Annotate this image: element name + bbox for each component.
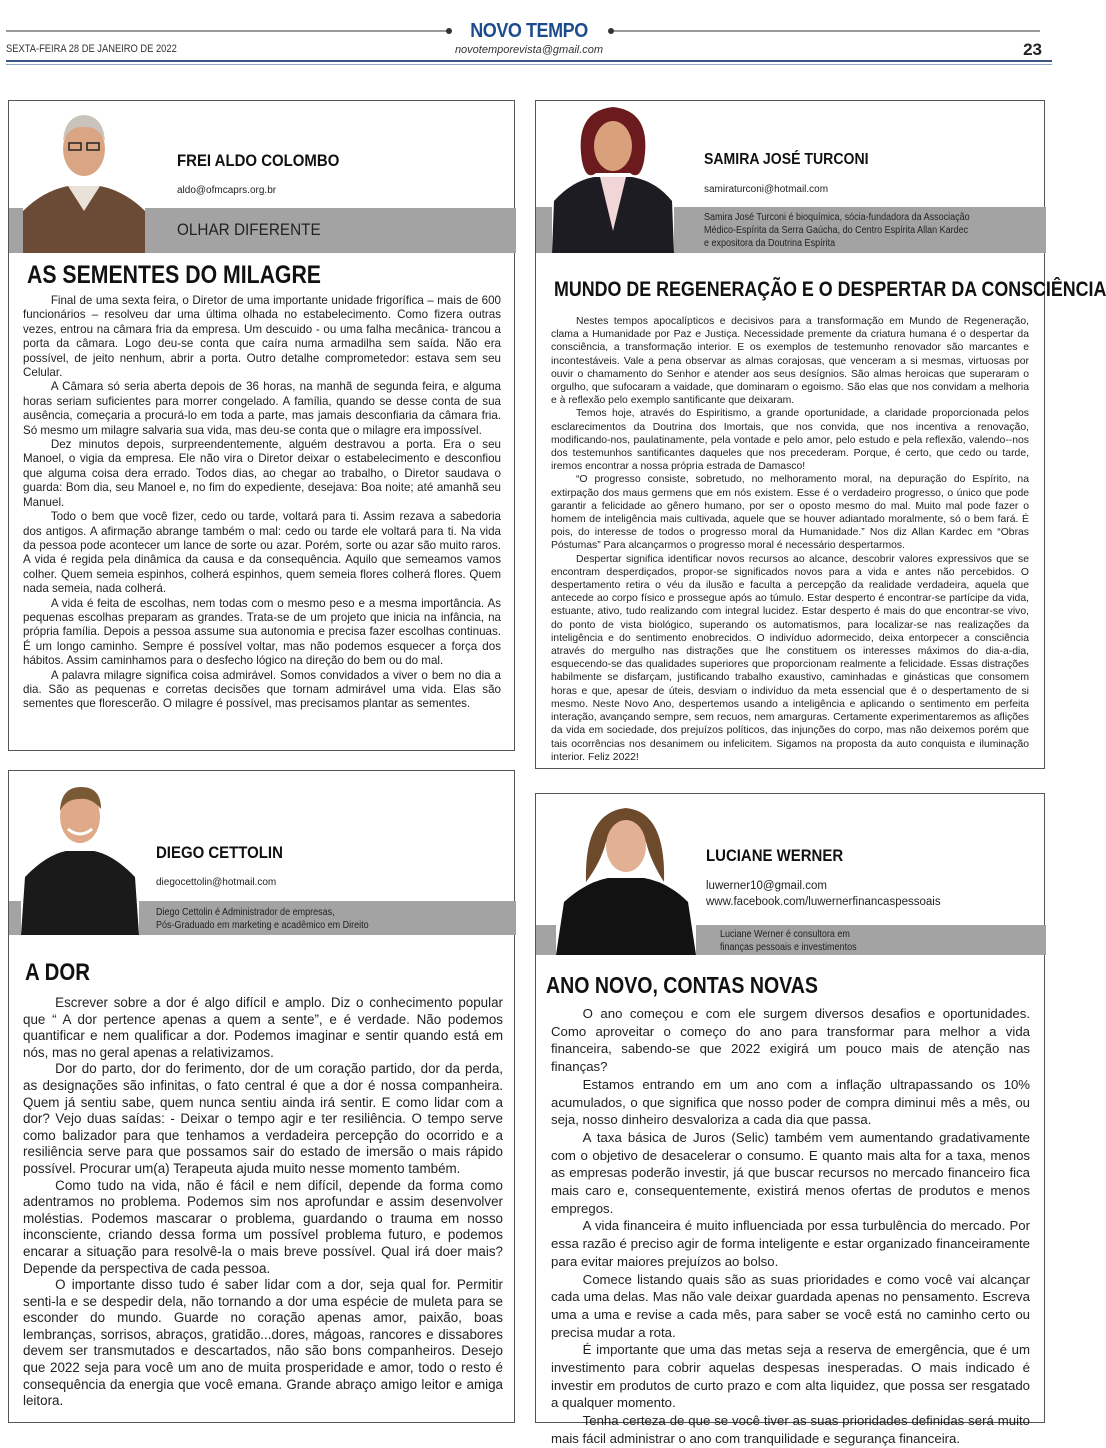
paragraph: Tenha certeza de que se você tiver as suas prioridades definidas será muito mais fácil administrar o ano com tranquilidade e segurança financeira.: [551, 1413, 1030, 1446]
author-email[interactable]: diegocettolin@hotmail.com: [156, 877, 277, 888]
author-name: FREI ALDO COLOMBO: [177, 151, 340, 170]
publication-email: novotemporevista@gmail.com: [454, 44, 604, 56]
bio-line: Luciane Werner é consultora em: [720, 929, 850, 940]
paragraph: A vida financeira é muito influenciada por essa turbulência do mercado. Por essa razão é preciso agir de forma inteligente e estar organizado financeiramente para evitar maiores prejuízos ao bolso.: [551, 1218, 1030, 1269]
author-photo: [552, 101, 674, 253]
header-divider: [6, 64, 1052, 65]
article-luciane: [535, 793, 1045, 1446]
author-photo: [23, 101, 145, 253]
author-name: SAMIRA JOSÉ TURCONI: [704, 151, 869, 168]
masthead: NOVO TEMPO: [470, 20, 588, 42]
author-email[interactable]: samiraturconi@hotmail.com: [704, 184, 829, 195]
paragraph: Nestes tempos apocalípticos e decisivos para a transformação em Mundo de Regeneração, clama a Humanidade por Paz e Justiça. Necessidade premente da criatura humana é o despertar da consciência, a transformação interior. E os exemplos de testemunho renovador são marcantes e incontestáveis. Vale a pena observar as almas corajosas, que venceram a si mesmas, virtuosas por ouvir o chamamento do Senhor e atender aos seus desígnios. São almas heroicas que superaram o orgulho, que sufocaram a vaidade, que dominaram o egoismo. São elas que nos convidam a melhoria e à reflexão pelo exemplo santificante que deixaram.: [551, 316, 1029, 407]
article-title: ANO NOVO, CONTAS NOVAS: [546, 972, 818, 998]
bio-line: finanças pessoais e investimentos: [720, 941, 857, 953]
paragraph: A palavra milagre significa coisa admirável. Somos convidados a viver o bem no dia a dia. São as pequenas e corretas decisões que tornam admirável uma vida. Elas são sementes que florescerão. O milagre é possível, mas precisamos plantar as sementes.: [23, 668, 501, 711]
paragraph: Final de uma sexta feira, o Diretor de uma importante unidade frigorífica – mais de 600 funcionários – resolveu dar uma última olhada no estabelecimento. Como fizera outras vezes, entrou na câmara fria da empresa. Um descuido - ou uma falha mecânica- trancou a porta da câmara. Logo deu-se conta que caíra numa armadilha sem saída. Não era possível, de jeito nenhum, abrir a porta. Outro detalhe comprometedor: estava sem seu Celular.: [23, 294, 501, 380]
paragraph: A vida é feita de escolhas, nem todas com o mesmo peso e a mesma importância. As pequenas escolhas preparam as grandes. Trata-se de um projeto que inicia na infância, na própria família. Depois a pessoa assume sua autonomia e precisa fazer escolhas continuas. É um longo caminho. Sempre é possível voltar, mas não podemos esquecer a força dos hábitos. Assim caminhamos para o desfecho lógico na direção do bem ou do mal.: [23, 596, 501, 668]
paragraph: Escrever sobre a dor é algo difícil e amplo. Diz o conhecimento popular que “ A dor pertence apenas a quem a sente”, e é verdade. Não podemos quantificar e nem qualificar a dor. Podemos imaginar e sentir quando está em nós, mas no geral apenas a relativizamos.: [23, 995, 503, 1060]
author-photo: [21, 777, 139, 935]
paragraph: Despertar significa identificar novos recursos ao alcance, descobrir valores expressivos que se encontram desperdiçados, propor-se significados novos para a vida e antes não percebidos. O despertamento retira o véu da ilusão e faculta a percepção da realidade verdadeira, aquela que antecede ao corpo físico e prossegue após ao túmulo. Estar desperto é encontrar-se partícipe da vida, estuante, ativo, tudo realizando com integral lucidez. Estar desperto é mais do que encontrar-se vivo, do ponto de vista biológico, superando os automatismos, para localizar-se nas realizações da inteligência e do sentimento enobrecidos. O indivíduo adormecido, deixa entorpecer a consciência através do mergulho nas distrações que lhe constituem os interesses máximos do dia-a-dia, esquecendo-se das qualidades superiores que proporcionam realmente a felicidade. Essas distrações habilmente se disfarçam, justificando trabalho exaustivo, caminhadas e ginásticas que consomem horas e que, apesar de úteis, desviam o indivíduo da meta essencial que é o despertamento de si mesmo. Neste Novo Ano, despertemos usando a inteligência e aplicando o sentimento em perfeita interação, avançando sempre, sem recuos, nem amarguras. Certamente experimentaremos as aflições da vida em sociedade, dos prejuízos políticos, das injunções do corpo, mas não deixemos porém que tais ocorrências nos desanimem ou infelicitem. Sigamos na proposta da auto conquista e iluminação interior. Feliz 2022!: [551, 553, 1029, 763]
paragraph: O ano começou e com ele surgem diversos desafios e oportunidades. Como aproveitar o começo do ano para transformar para melhor a vida financeira, sabendo-se que 2022 exigirá um pouco mais de atenção nas finanças?: [551, 1006, 1030, 1075]
paragraph: Temos hoje, através do Espiritismo, a grande oportunidade, a claridade proporcionada pelos esclarecimentos da Doutrina dos Imortais, que nos convida, que nos incentiva a renovação, modificando-nos, paulatinamente, pela vontade e pelo amor, pelo estudo e pela reflexão, valendo--nos dos testemunhos santificantes daqueles que nos precederam. Porque, é certo, que cedo ou tarde, iremos encontrar a nossa própria estrada de Damasco!: [551, 408, 1029, 473]
article-frei-aldo: [8, 100, 515, 751]
paragraph: É importante que uma das metas seja a reserva de emergência, que é um investimento para cobrir aquelas despesas inesperadas. O mais indicado é investir em produtos de curto prazo e com alta liquidez, que possa ser resgatado a qualquer momento.: [551, 1342, 1030, 1411]
paragraph: “O progresso consiste, sobretudo, no melhoramento moral, na depuração do Espírito, na extirpação dos maus germens que em nós existem. Esse é o verdadeiro progresso, o único que pode garantir a felicidade ao gênero humano, por ser o oposto mesmo do mal. Muito mal pode fazer o homem de inteligência mais cultivada, aquele que se houver adiantado moralmente, só o bem fará. É pois, do interesse de todos o progresso moral da Humanidade.” Nos diz Allan Kardec em “Obras Póstumas” Para alcançarmos o progresso moral é necessário despertarmos.: [551, 474, 1029, 552]
article-title: AS SEMENTES DO MILAGRE: [27, 261, 321, 289]
paragraph: Dor do parto, dor do ferimento, dor de um coração partido, dor da perda, as designações são infinitas, o fato central é que a dor é nossa companheira. Quem já sentiu sabe, quem nunca sentiu ainda irá sentir. E como lidar com a dor? Vejo duas saídas: - Deixar o tempo agir e ter resiliência. O tempo serve como balizador para que tenhamos a verdadeira percepção do ocorrido e a resiliência serve para que possamos sair do estado de imersão o mais rápido possível. Procurar um(a) Terapeuta ajuda muito nesse momento também.: [23, 1061, 503, 1176]
article-body: [23, 995, 503, 1410]
author-bio: Samira José Turconi é bioquímica, sócia-fundadora da Associação Médico-Espírita da Serra Gaúcha, do Centro Espírita Allan Kardec e expositora da Doutrina Espírita: [704, 212, 970, 249]
author-photo: [556, 802, 696, 955]
article-body: [551, 315, 1029, 764]
bio-line: Diego Cettolin é Administrador de empresas,: [156, 907, 335, 918]
article-body: [551, 1005, 1030, 1448]
article-diego: [8, 770, 515, 1423]
author-email[interactable]: aldo@ofmcaprs.org.br: [177, 185, 277, 196]
article-title: MUNDO DE REGENERAÇÃO E O DESPERTAR DA CONSCIÊNCIA: [554, 278, 1106, 301]
author-name: DIEGO CETTOLIN: [156, 843, 283, 862]
paragraph: A taxa básica de Juros (Selic) também vem aumentando gradativamente com o objetivo de desacelerar o consumo. E quanto mais alta for a taxa, menos as empresas poderão investir, já que buscar recursos no mercado financeiro fica mais caro e, consequentemente, existirá menos ofertas de produtos e menos empregos.: [551, 1129, 1030, 1216]
paragraph: Comece listando quais são as suas prioridades e como você vai alcançar cada uma delas. Mas não vale deixar guardada apenas no pensamento. Escreva uma a uma e revise a cada mês, para saber se você está no caminho certo ou precisa mudar a rota.: [551, 1271, 1030, 1340]
author-bio: [156, 906, 369, 932]
article-samira: [535, 100, 1106, 769]
paragraph: Todo o bem que você fizer, cedo ou tarde, voltará para ti. Assim rezava a sabedoria dos antigos. A afirmação abrange também o mal: cedo ou tarde ele voltará para ti. Na vida da pessoa pode acontecer um lance de sorte ou azar. Porém, sorte ou azar são muito raros. A vida é regida pela dinâmica da causa e da consequência. Aquilo que semeamos vamos colher. Quem semeia espinhos, colherá espinhos, quem semeia flores colherá flores. Quem nada semeia, nada colherá.: [23, 510, 501, 596]
paragraph: O importante disso tudo é saber lidar com a dor, seja qual for. Permitir senti-la e se despedir dela, não tornando a dor uma espécie de muleta para se esconder do mundo. Guarde no coração apenas amor, paixão, boas lembranças, sorrisos, abraços, gratidão...dores, mágoas, rancores e dissabores devem ser transmutados e descartados, não são bons companheiros. Desejo que 2022 seja para você um ano de muita prosperidade e amor, todo o resto é consequência da energia que você emana. Grande abraço amigo leitor e amiga leitora.: [23, 1277, 503, 1409]
paragraph: Como tudo na vida, não é fácil e nem difícil, depende da forma como adentramos no problema. Podemos sim nos aprofundar e assim desenvolver moléstias. Podemos mascarar o problema, guardando o trauma em nosso inconsciente, criando dessa forma um possível problema futuro, e podemos encarar a situação para resolvê-la o mais breve possível. Qual irá doer mais? Depende da perspectiva de cada pessoa.: [23, 1177, 503, 1276]
article-body: [23, 294, 501, 712]
article-title: A DOR: [25, 959, 90, 986]
bio-line: Pós-Graduado em marketing e acadêmico em Direito: [156, 920, 369, 931]
author-email[interactable]: luwerner10@gmail.com: [706, 880, 827, 892]
paragraph: Dez minutos depois, surpreendentemente, alguém destravou a porta. Era o seu Manoel, o vigia da empresa. Ele não vira o Diretor deixar o estabelecimento e desconfiou que alguma coisa dera errado. Todos dias, ao chegar ao trabalho, o Diretor saudava o guarda: Bom dia, seu Manoel e, no fim do expediente, desejava: Boa noite; até amanhã seu Manuel.: [23, 438, 501, 509]
header-divider: [6, 60, 1052, 62]
author-bio: [720, 929, 857, 954]
paragraph: A Câmara só seria aberta depois de 36 horas, na manhã de segunda feira, e alguma horas seriam suficientes para morrer congelado. A família, quando se desse conta de sua ausência, começaria a procurá-lo em toda a parte, mas jamais desconfiaria da câmara fria. Só mesmo um milagre salvaria sua vida, mas deu-se conta que o milagre era impossível.: [23, 380, 501, 437]
paragraph: Estamos entrando em um ano com a inflação ultrapassando os 10% acumulados, o que significa que nosso poder de compra diminui mês a mês, ou seja, nosso dinheiro desvaloriza a cada dia que passa.: [551, 1076, 1030, 1128]
page-number: 23: [1023, 40, 1042, 59]
issue-date: SEXTA-FEIRA 28 DE JANEIRO DE 2022: [6, 43, 177, 55]
author-facebook-link[interactable]: www.facebook.com/luwernerfinancaspessoais: [706, 896, 941, 908]
column-name: OLHAR DIFERENTE: [177, 220, 321, 239]
author-name: LUCIANE WERNER: [706, 846, 844, 865]
